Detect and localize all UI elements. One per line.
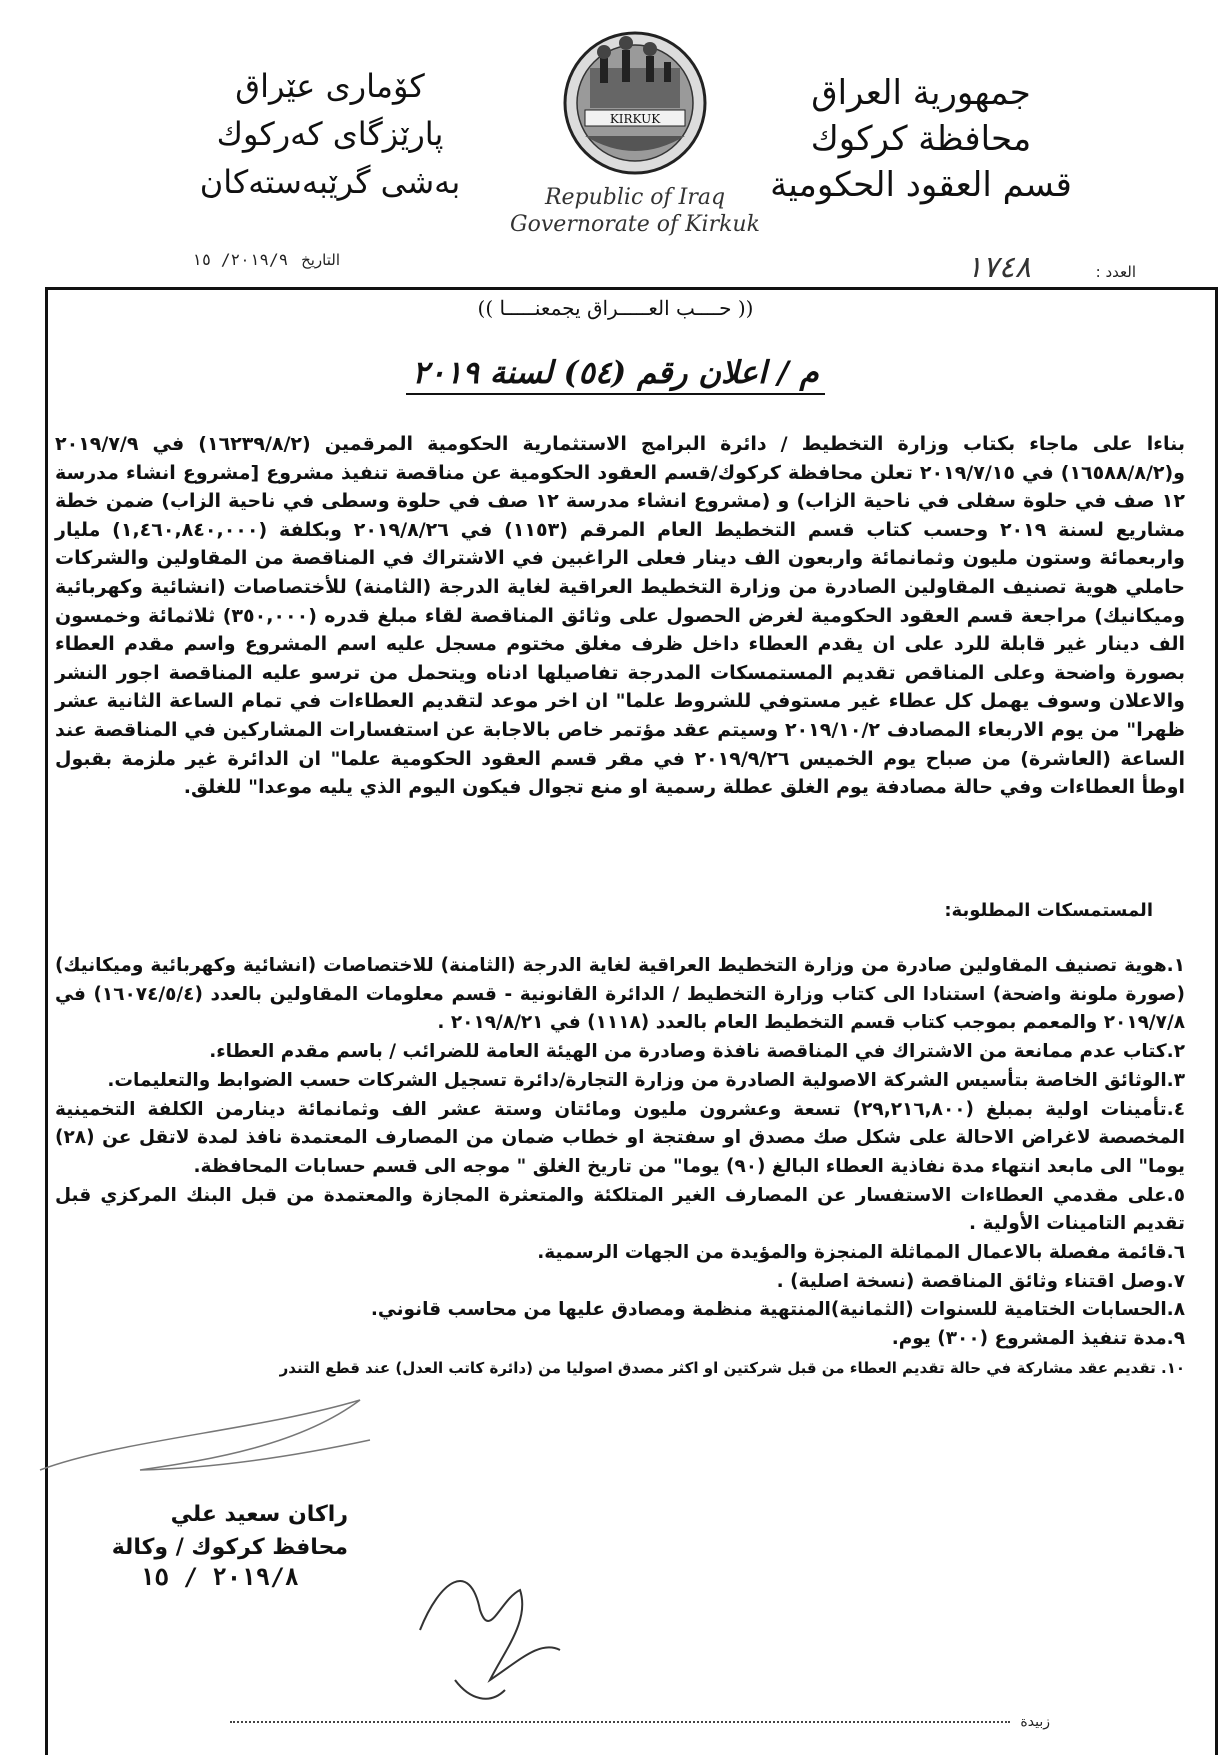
reference-number-value: ١٧٤٨ [966, 250, 1031, 285]
reference-number-label: العدد : [1095, 263, 1136, 281]
body-line: بناءا على ماجاء بكتاب وزارة التخطيط / دائرة البرامج الاستثمارية الحكومية المرقمين (١٦٢٣٩/٨/٢) في ٢٠١٩/٧/٩ [55, 433, 1185, 455]
reference-date-value: ٢٠١٩/٩/ ١٥ [191, 250, 289, 269]
requirement-item: ٦.قائمة مفصلة بالاعمال المماثلة المنجزة والمؤيدة من الجهات الرسمية. [537, 1242, 1185, 1264]
signature-scribble [40, 1400, 370, 1470]
header-kurdish-line-1: کۆماری عێراق [235, 67, 425, 105]
signature-date: ٢٠١٩/٨ / ١٥ [140, 1563, 299, 1591]
requirement-item: ١٠. تقديم عقد مشاركة في حالة تقديم العطاء من قبل شركتين او اكثر مصدق اصوليا من (دائرة كاتب العدل) عند قطع التندر [279, 1358, 1185, 1377]
slogan: (( حــــب العـــــراق يجمعنـــــا )) [477, 296, 754, 320]
footer-dotted-line [230, 1721, 1010, 1723]
body-line: للأختصاصات (انشائية وكهربائية وميكانيك) مراجعة قسم العقود الحكومية لغرض الحصول على وثائق المناقصة لقاء مبلغ [55, 575, 1186, 627]
body-line: الدائرة غير ملزمة بقبول اوطأ العطاءات وفي حالة مصادفة يوم الغلق عطلة رسمية او منع تجوال فيكون اليوم الذي يليه [55, 747, 1185, 799]
body-line: ضمن خطة مشاريع لسنة ٢٠١٩ وحسب كتاب قسم التخطيط العام المرقم (١١٥٣) في ٢٠١٩/٨/٢٦ وبكلفة [55, 490, 1186, 541]
header-arabic-line-1: جمهورية العراق [811, 73, 1031, 113]
header-kurdish-line-2: پارێزگای کەرکوك [216, 115, 444, 153]
body-line: المشروع واسم مقدم العطاء بصورة واضحة وعلى المناقص تقديم المستمسكات المدرجة تفاصيلها ادناه ويتحمل من ترسو [55, 633, 1185, 684]
announcement-title-text: م / اعلان رقم (٥٤) لسنة ٢٠١٩ [406, 355, 824, 395]
emblem-text: KIRKUK [609, 112, 661, 126]
header-arabic-line-2: محافظة كركوك [810, 119, 1032, 159]
body-line: عليه المناقصة اجور النشر والاعلان وسوف يهمل كل عطاء غير مستوفي للشروط علما" ان اخر موعد لتقديم العطاءات في [55, 661, 1185, 713]
body-line: من المقاولين والشركات حاملي هوية تصنيف المقاولين الصادرة من وزارة التخطيط العراقية لغاية الدرجة (الثامنة) [55, 547, 1186, 598]
requirement-item: ٧.وصل اقتناء وثائق المناقصة (نسخة اصلية) . [776, 1270, 1185, 1292]
body-line: موعدا" للغلق. [183, 776, 313, 799]
emblem-caption-line-1: Republic of Iraq [544, 185, 726, 210]
footer [210, 1714, 1050, 1730]
header-kurdish-line-3: بەشی گرێبەستەکان [199, 163, 461, 201]
signatory-title: محافظ كركوك / وكالة [111, 1535, 348, 1560]
requirement-item: ١.هوية تصنيف المقاولين صادرة من وزارة التخطيط العراقية لغاية الدرجة (الثامنة) للاختصاصات (انشائية وكهربائية وميكانيك) (صورة ملونة واضحة) استنادا الى كتاب وزارة التخطيط / الدائرة القانونية - قسم معلومات المقاولين بالعدد (١٦٠٧٤/٥/٤) في ٢٠١٩/٧/٨ والمعمم بموجب كتاب قسم التخطيط العام بالعدد (١١١٨) في ٢٠١٩/٨/٢١ . [55, 955, 1186, 1034]
body-line: المشاركين في المناقصة عند الساعة (العاشرة) من صباح يوم الخميس ٢٠١٩/٩/٢٦ في مقر قسم العقود الحكومية علما" ان [55, 718, 1185, 770]
header-arabic-line-3: قسم العقود الحكومية [770, 165, 1072, 205]
initials-scribble [420, 1581, 560, 1680]
requirement-item: ٤.تأمينات اولية بمبلغ (٢٩,٢١٦,٨٠٠) تسعة وعشرون مليون ومائتان وستة عشر الف وثمانمائة دينارمن الكلفة التخمينية المخصصة لاغراض الاحالة على شكل صك مصدق او سفتجة او خطاب ضمان من المصارف المعتمدة نافذ لمدة لاتقل عن (٢٨) يوما" الى مابعد انتهاء مدة نفاذية العطاء البالغ (٩٠) يوما" من تاريخ الغلق " موجه الى قسم حسابات المحافظة. [55, 1098, 1185, 1177]
requirement-item: ٢.كتاب عدم ممانعة من الاشتراك في المناقصة نافذة وصادرة من الهيئة العامة للضرائب / باسم مقدم العطاء. [209, 1041, 1185, 1063]
requirements-heading: المستمسكات المطلوبة: [944, 900, 1153, 921]
signatory-name: راكان سعيد علي [170, 1502, 348, 1527]
body-line: (١,٤٦٠,٨٤٠,٠٠٠) مليار واربعمائة وستون مليون وثمانمائة واربعون الف دينار فعلى الراغبين في الاشتراك في المناقصة [55, 518, 1185, 570]
emblem-caption-line-2: Governorate of Kirkuk [510, 212, 760, 237]
requirement-item: ٥.على مقدمي العطاءات الاستفسار عن المصارف الغير المتلكئة والمتعثرة المجازة والمعتمدة من قبل البنك المركزي قبل تقديم التامينات الأولية . [55, 1184, 1185, 1235]
requirement-item: ٣.الوثائق الخاصة بتأسيس الشركة الاصولية الصادرة من وزارة التجارة/دائرة تسجيل الشركات حسب الضوابط والتعليمات. [107, 1069, 1185, 1091]
requirement-item: ٩.مدة تنفيذ المشروع (٣٠٠) يوم. [891, 1328, 1185, 1350]
body-line: قدره (٣٥٠,٠٠٠) ثلاثمائة وخمسون الف دينار غير قابلة للرد على ان يقدم العطاء داخل ظرف مغلق مختوم مسجل عليه اسم [55, 604, 1185, 656]
footer-label: زبيدة [1020, 1714, 1050, 1730]
body-line: و(١٦٥٨٨/٨/٢) في ٢٠١٩/٧/١٥ تعلن محافظة كركوك/قسم العقود الحكومية عن مناقصة تنفيذ مشروع [مشروع انشاء [125, 461, 1185, 484]
initials-tick [455, 1680, 505, 1699]
reference-date-label: التاريخ [301, 251, 340, 269]
requirement-item: ٨.الحسابات الختامية للسنوات (الثمانية)المنتهية منظمة ومصادق عليها من محاسب قانوني. [370, 1299, 1185, 1321]
body-line: تمام الساعة الثانية عشر ظهرا" من يوم الاربعاء المصادف ٢٠١٩/١٠/٢ وسيتم عقد مؤتمر خاص بالاجابة عن استفسارات [55, 690, 1185, 741]
body-line: مدرسة ١٢ صف في حلوة سفلى في ناحية الزاب) و (مشروع انشاء مدرسة ١٢ صف في حلوة وسطى في ناحية الزاب) [55, 461, 1185, 513]
